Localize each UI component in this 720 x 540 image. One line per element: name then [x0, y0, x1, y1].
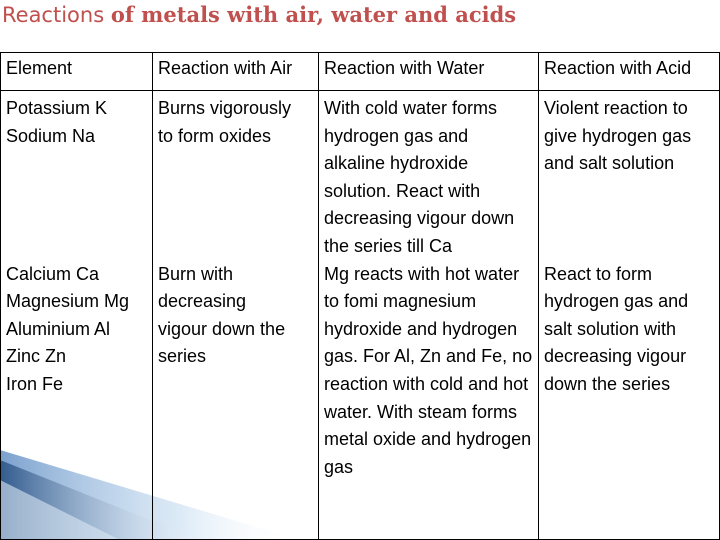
header-reaction-air: Reaction with Air	[153, 53, 319, 91]
cell-water: Mg reacts with hot water to fomi magnesium hydroxide and hydrogen gas. For Al, Zn and Fe, no reaction with cold and hot water. With steam forms metal oxide and hydrogen gas	[319, 261, 539, 540]
header-reaction-acid: Reaction with Acid	[539, 53, 720, 91]
cell-acid: Violent reaction to give hydrogen gas and salt solution	[539, 91, 720, 261]
cell-water: With cold water forms hydrogen gas and alkaline hydroxide solution. React with decreasing vigour down the series till Ca	[319, 91, 539, 261]
cell-acid: React to form hydrogen gas and salt solution with decreasing vigour down the series	[539, 261, 720, 540]
header-element: Element	[1, 53, 153, 91]
reactions-table	[0, 52, 720, 540]
cell-element: Potassium K Sodium Na	[1, 91, 153, 261]
table-header-row	[1, 53, 720, 91]
cell-air: Burns vigorously to form oxides	[153, 91, 319, 261]
header-reaction-water: Reaction with Water	[319, 53, 539, 91]
cell-element: Calcium Ca Magnesium Mg Aluminium Al Zinc Zn Iron Fe	[1, 261, 153, 540]
title-part-1: Reactions	[2, 3, 111, 27]
table-row	[1, 261, 720, 540]
title-part-2: of metals with air, water and acids	[110, 2, 517, 27]
cell-air: Burn with decreasing vigour down the series	[153, 261, 319, 540]
page-title	[2, 0, 516, 32]
table-row	[1, 91, 720, 261]
